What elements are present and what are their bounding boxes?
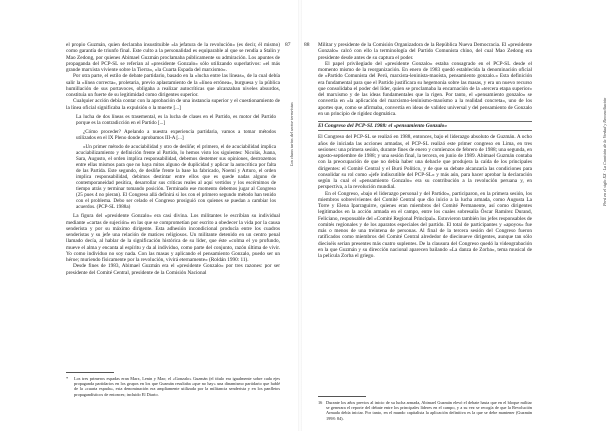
footnote-rule — [66, 372, 114, 373]
footnote-text: Durante los años previos al inicio de su lucha armada, Abimael Guzmán elevó el debate hasta que en el bloque militar se generara el reporte del debate entre los principales líderes en el campo, y a su vez se recogía de que la Revolución Armada debía iniciar. Por tanto, en el mundo capitalista la aplicación definitiva es la que se debe mantener (Guzmán 1998: 84). — [326, 400, 532, 421]
block-quote: ¿Cómo proceder? Apelando a nuestra experiencia partidaria, vamos a tomar métodos utilizados en el IX Pleno donde aprobamos III-A [...] — [76, 128, 276, 141]
paragraph: Desde fines de 1983, Abimael Guzmán era el «presidente Gonzalo» por tres razones: por ser presidente del Comité Central, presidente de la Comisión Nacional — [66, 263, 280, 276]
right-page-number: 88 — [304, 42, 310, 48]
paragraph: La figura del «presidente Gonzalo» era casi divina. Los militantes le escribían su individual mediante «cartas de sujeción» en las que se comprometían por escrito a obedecer la vida por la causa senderista y por su máximo dirigente. Esta adhesión incondicional producía entre los cuadros senderistas y su jefe una relación de matices religiosos. Un militante detenido en un centro penal llamado decía, al hablar de la significación histórica de su líder, que éste «colma el yo profundo, mueve el alma y encanta al espíritu y da al individuo, como parte del conjunto, razón última de vivir. Yo como individuo no soy nada. Con las masas y aplicando el pensamiento Gonzalo, puedo ser un héroe; muriendo físicamente por la revolución, vivirá eternamente» (Roldán 1990: 11). — [66, 213, 280, 264]
paragraph: El Congreso del PCP-SL se realizó en 1988, entonces, bajo el liderazgo absoluto de Guzmán. A ocho años de iniciada las acciones armadas, el PCP-SL realizó este primer congreso en Lima, en tres sesiones: una primera sesión, durante fines de enero y comienzos de febrero de 1988; una segunda, en agosto-septiembre de 1988; y una sesión final, la tercera, en junio de 1989. Abimael Guzmán contaba con la preocupación de que no debía haber una debacle que produjera la caída de los principales dirigentes: el Comité Central y el Buró Político, y de que su debate alcanzaría las condiciones para consolidar su rol como «jefe indiscutible del PCP-SL» y más aún, para hacer aprobar la declaración según la cual el «pensamiento Gonzalo» era su contribución a la revolución peruana y, en perspectiva, a la revolución mundial. — [318, 134, 533, 191]
block-quote: «Un primer método de acuciabilidad y otro de desliñe; el primero, el de acuciabilidad implica acuciabilizamiento y definición frente al Partido, lo hemos visto los siguientes: Nicolás, Juana, Sara, Augusto, el orden implica responsabilidad, debemos destemer sus opiniones, destrozemos entre ellas mismos para que no haya mitos alguno de duplicidad y aplicar la autocrítica por falta de las Partida. Este segundo, de desliñe frente la base ha fabricado, Noemí y Arturo, el orden implica responsabilidad, debimos destintar entre ellos que es quede nadas alguno de contemporaneidad pesítica, desarrollar sus críticas reales al aquí vertidos y los escérnimos de tiempo atrás y terminar tomando posición. Terminado ese momento debemos jugar al Congreso (25 pues 4 no pieran). El Congreso allá definirá si los con el primero segundo método han tenido con el problema. Debo ser celado el Congreso prosiguió con quienes se puedan a cambiar los acuerdos. (PCP-SL 1988a) — [76, 143, 276, 211]
paragraph: el propio Guzmán, quien declaraba insustituible «la jefatura de la revolución» (es decir, él mismo) como garantía de triunfo final. Este culto a la personalidad es equiparable al que se rendía a Stalin y Mao Zedong, por quienes Abimael Guzmán proclamaba públicamente su admiración. Los apuntes de propaganda del PCP-SL se referían al «presidente Gonzalo» sólo utilizando superlativos: «el más grande marxista viviente sobre la Tierra», «la Cuarta Espada del marxismo». — [66, 42, 280, 73]
left-running-title: Los chaos tarios del sector terroristas — [289, 102, 294, 166]
paragraph: En el Congreso, «bajo el liderazgo personal y del Partido», participaron, en la primera sesión, los miembros sobrevivientes del Comité Central que dio inicio a la lucha armada, como Augusta La Torre y Elena Iparraguirre, quienes eran miembros del Comité Permanente, así como dirigentes legitimados en la acción armada en el campo, entre los cuales sobresalía Óscar Ramírez Durand, Feliciano, responsable del «Comité Regional Principal». Estuvieron también los jefes responsables de comités regionales y de los aparatos especiales del partido. El total de participantes y «apoyos» fue más o menos de una treintena de personas. Al final de la tercera sesión del Congreso fueron ratificados como miembros del Comité Central alrededor de diecinueve dirigentes, aunque tan sólo dieciséis serían presentes más cuatro suplentes. De la clausura del Congreso quedó la videograbación en la que Guzmán y su dirección nacional aparecen bailando «La danza de Zorba», tema musical de la película Zorba el griego. — [318, 190, 532, 260]
left-page-number: 87 — [285, 42, 291, 48]
left-footnotes — [66, 372, 280, 397]
paragraph: Cualquier acción debía contar con la aprobación de una instancia superior y el cuestionamiento de la línea oficial significaba la expulsión o la muerte [...] — [66, 98, 280, 111]
right-footnotes — [318, 396, 532, 421]
footnote — [318, 400, 532, 421]
right-text-column — [318, 42, 532, 259]
footnote — [66, 376, 280, 397]
paragraph: El papel privilegiado del «presidente Gonzalo» estaba consagrado en el PCP-SL desde el momento mismo de la reorganización. En enero de 1983 quedó establecida la denominación oficial de «Partido Comunista del Perú, marxista-leninista-maoísta, pensamiento gonzalo.» Esta definición era fundamental para que el Partido justificara su hegemonía sobre las masas, y era un nuevo recurso que consolidaba el poder del líder, quien se proclamaba la encarnación de la «tercera etapa superior» del marxismo y de las ideas fundamentales que la rigen. Por tanto, el «pensamiento gonzalo» se convertía en «la aplicación del marxismo-leninismo-maoísmo a la realidad concreta», uno de los aportes que, como se afirmaba, convertía en ideas de validez universal y del pensamiento de Gonzalo en un principio de rigidez dogmática. — [318, 60, 532, 117]
right-page — [300, 0, 607, 431]
paragraph: Militar y presidente de la Comisión Organizadora de la República Nueva Democracia. El «presidente Gonzalo» calcó con ello la terminología del Partido Comunista chino, del cual Mao Zedong era presidente desde antes de su captura el poder. — [318, 42, 532, 61]
left-page — [0, 0, 300, 431]
section-heading: El Congreso del PCP-SL 1988: el «pensamiento Gonzalo» — [318, 121, 532, 131]
footnote-rule — [318, 396, 366, 397]
left-text-column — [66, 42, 280, 276]
footnote-text: Los tres primeros espadas eran Marx, Lenin y Mao; el «Gonzalo» Guzmán (el título era igualmente sobre cada ejes propaganda partidarios en los grupos en los que Guzmán resultaba «que no hay» una dinamismo partidario que hablé de la «cuarta espada», esta denominación era ampliamente utilizada por la militancia senderista y en los panfletos propagandísticos de entonces; incluido El Diario. — [74, 376, 280, 397]
footnote-marker: * — [66, 376, 69, 381]
footnote-marker: 16 — [318, 400, 323, 405]
right-running-title: Perú en el siglo XX · La Comisión de la Verdad y Reconciliación — [602, 97, 607, 206]
paragraph: Por otra parte, el estilo de debate partidario, basado en la «lucha entre las líneas», de la cual debía salir la «línea correcta», proletaria, previo aplastamiento de la «línea errónea», burguesa y la pública humillación de sus portavoces, obligaba a realizar autocríticas que alcanzaban niveles absurdos, constituía un fuerte de su legitimidad como dirigentes superior. — [66, 73, 280, 98]
block-quote: La lucha de dos líneas es trasemental, es la lucha de clases en el Partido, es motor del Partido porque es la contradicción en el Partido [...] — [76, 113, 276, 126]
